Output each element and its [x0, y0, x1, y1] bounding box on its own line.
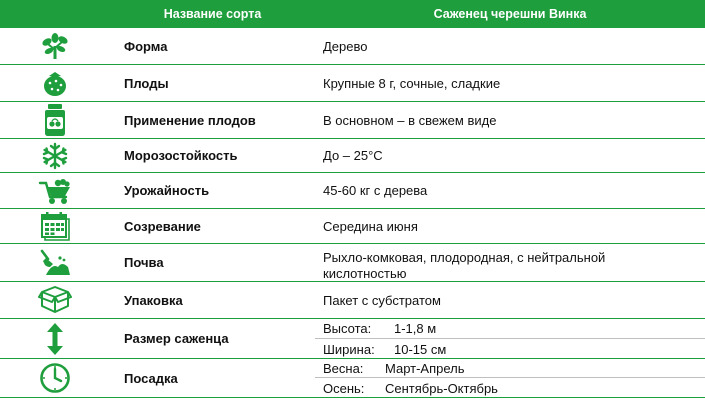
row-label: Посадка [124, 370, 178, 386]
sub-row [315, 339, 705, 359]
header-variety-name: Название сорта [163, 7, 262, 21]
sub-row-value: Март-Апрель [385, 360, 465, 376]
table-row [0, 102, 705, 139]
row-label: Форма [124, 38, 168, 54]
box-icon [38, 285, 72, 315]
table-row [0, 319, 705, 359]
snowflake-icon [41, 142, 69, 170]
sub-row-key: Весна: [323, 360, 364, 376]
row-label: Созревание [124, 218, 201, 234]
sub-row-value: 1-1,8 м [394, 321, 437, 336]
table-row [0, 244, 705, 282]
sub-row-value: 10-15 см [394, 341, 447, 357]
header-seedling-name: Саженец черешни Винка [433, 7, 587, 21]
cherry-icon [40, 68, 70, 98]
row-value: Пакет с субстратом [323, 292, 441, 308]
row-label: Применение плодов [124, 112, 256, 128]
row-label: Упаковка [124, 292, 183, 308]
row-label: Урожайность [124, 183, 210, 198]
wheelbarrow-icon [38, 177, 72, 205]
row-value: До – 25°С [323, 148, 383, 163]
sub-row-key: Осень: [323, 380, 365, 396]
row-label: Размер саженца [124, 331, 229, 346]
table-row [0, 209, 705, 244]
shovel-icon [38, 249, 72, 277]
table-row [0, 173, 705, 209]
table-row [0, 359, 705, 398]
table-row [0, 282, 705, 319]
row-label: Морозостойкость [124, 148, 238, 163]
row-value: Крупные 8 г, сочные, сладкие [323, 75, 501, 91]
sub-row [315, 378, 705, 398]
table-row [0, 28, 705, 65]
jam-jar-icon [40, 103, 70, 137]
arrows-vertical-icon [45, 322, 65, 356]
row-value: 45-60 кг с дерева [323, 183, 428, 198]
row-value [323, 244, 697, 281]
sub-row [315, 359, 705, 378]
sub-row-key: Высота: [323, 321, 372, 336]
table-row [0, 65, 705, 102]
row-value: Середина июня [323, 218, 418, 234]
row-value: Дерево [323, 38, 368, 54]
calendar-icon [39, 211, 71, 241]
row-label: Плоды [124, 75, 169, 91]
sub-row [315, 319, 705, 339]
sub-row-value: Сентябрь-Октябрь [385, 380, 498, 396]
row-value-line: кислотностью [323, 266, 407, 281]
tree-icon [40, 32, 70, 60]
table-row [0, 139, 705, 173]
row-value-line: Рыхло-комковая, плодородная, с нейтральной [323, 250, 606, 265]
sub-row-key: Ширина: [323, 341, 375, 357]
table-header [0, 0, 705, 28]
row-label: Почва [124, 255, 164, 270]
clock-icon [39, 362, 71, 394]
row-value: В основном – в свежем виде [323, 112, 497, 128]
